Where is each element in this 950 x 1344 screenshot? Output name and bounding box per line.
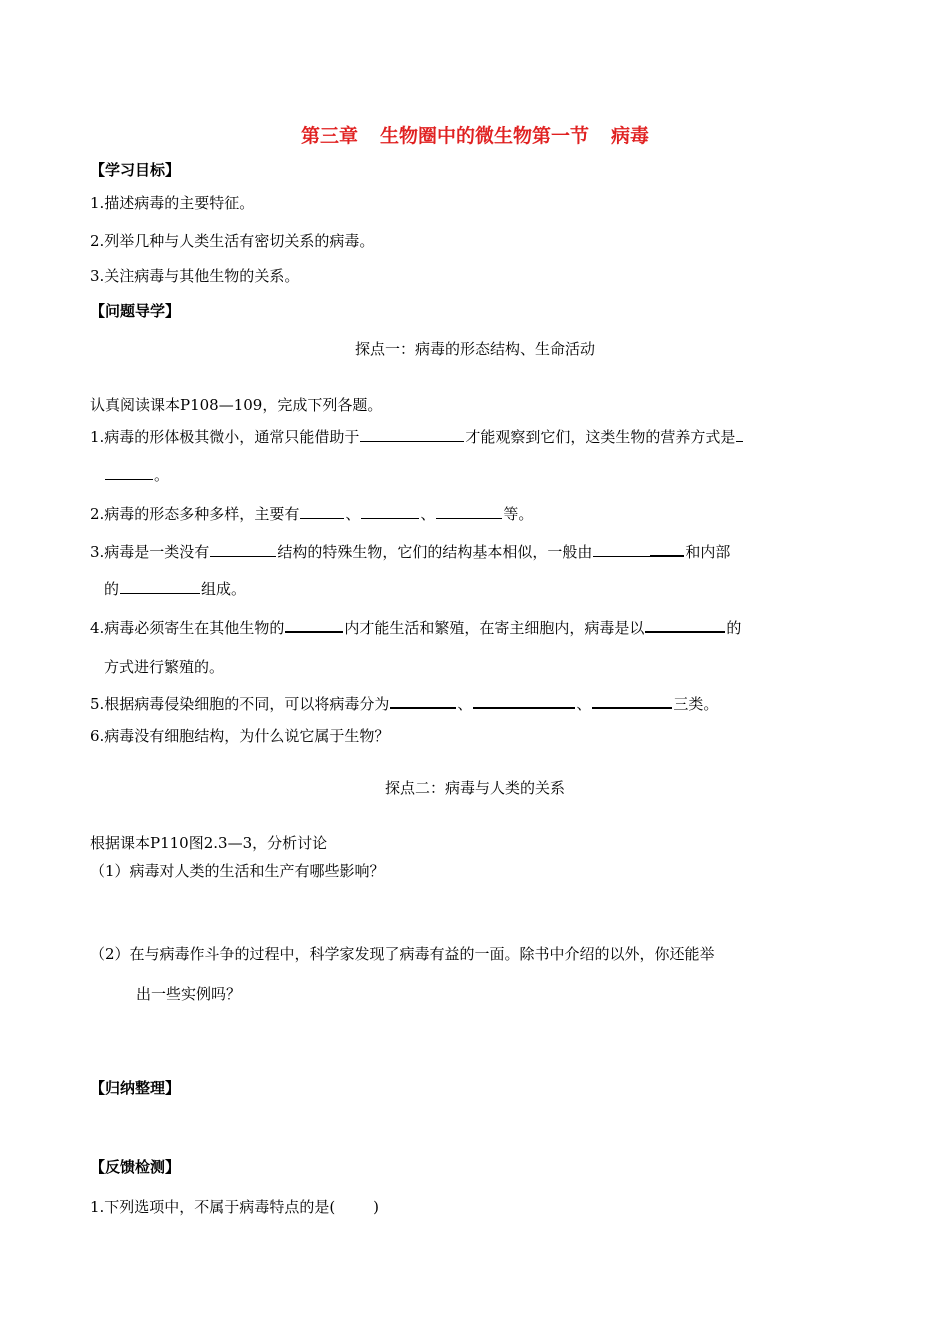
answer-blank[interactable] <box>650 541 684 557</box>
feedback-question-1: 1.下列选项中，不属于病毒特点的是( ) <box>90 1198 380 1216</box>
title-section: 生物圈中的微生物第一节 <box>379 125 589 147</box>
explore1-intro: 认真阅读课本P108—109，完成下列各题。 <box>90 396 383 414</box>
question-4-cont: 方式进行繁殖的。 <box>104 658 225 676</box>
discussion-2: （2）在与病毒作斗争的过程中，科学家发现了病毒有益的一面。除书中介绍的以外，你还能举 <box>90 945 715 963</box>
explore2-heading: 探点二：病毒与人类的关系 <box>384 779 565 797</box>
answer-blank[interactable] <box>736 427 743 442</box>
explore2-intro: 根据课本P110图2.3—3，分析讨论 <box>90 834 328 852</box>
answer-blank[interactable] <box>285 617 343 633</box>
goal-1: 1.描述病毒的主要特征。 <box>90 194 255 212</box>
question-4: 4.病毒必须寄生在其他生物的 内才能生活和繁殖，在寄主细胞内，病毒是以 的 <box>90 619 742 637</box>
question-1-cont: 。 <box>104 465 169 485</box>
answer-blank[interactable] <box>210 542 276 557</box>
discussion-2-cont: 出一些实例吗？ <box>136 985 242 1003</box>
question-1: 1.病毒的形体极其微小，通常只能借助于 才能观察到它们，这类生物的营养方式是 <box>90 427 744 447</box>
section-feedback: 【反馈检测】 <box>90 1158 181 1176</box>
explore1-heading: 探点一：病毒的形态结构、生命活动 <box>354 340 595 358</box>
section-guide: 【问题导学】 <box>90 302 181 320</box>
answer-blank[interactable] <box>361 504 419 519</box>
question-3: 3.病毒是一类没有 结构的特殊生物，它们的结构基本相似，一般由 和内部 <box>90 543 731 561</box>
goal-3: 3.关注病毒与其他生物的关系。 <box>90 267 300 285</box>
section-summary: 【归纳整理】 <box>90 1079 181 1097</box>
goal-2: 2.列举几种与人类生活有密切关系的病毒。 <box>90 232 375 250</box>
section-goals: 【学习目标】 <box>90 161 181 179</box>
discussion-1: （1）病毒对人类的生活和生产有哪些影响？ <box>90 862 385 880</box>
answer-blank[interactable] <box>436 504 502 519</box>
answer-blank[interactable] <box>593 542 651 557</box>
title-chapter: 第三章 <box>300 125 358 147</box>
page-title <box>0 123 950 149</box>
answer-blank[interactable] <box>645 617 725 633</box>
question-6: 6.病毒没有细胞结构，为什么说它属于生物？ <box>90 727 390 745</box>
answer-blank[interactable] <box>105 465 153 480</box>
answer-blank[interactable] <box>120 579 200 594</box>
title-topic: 病毒 <box>611 125 650 147</box>
answer-blank[interactable] <box>300 504 344 519</box>
answer-blank[interactable] <box>473 693 575 709</box>
question-2: 2.病毒的形态多种多样，主要有 、 、 等。 <box>90 505 534 523</box>
answer-blank[interactable] <box>390 693 456 709</box>
answer-blank[interactable] <box>592 693 672 709</box>
question-3-cont: 的 组成。 <box>104 580 247 598</box>
question-5: 5.根据病毒侵染细胞的不同，可以将病毒分为 、 、 三类。 <box>90 695 719 713</box>
answer-blank[interactable] <box>360 427 464 442</box>
